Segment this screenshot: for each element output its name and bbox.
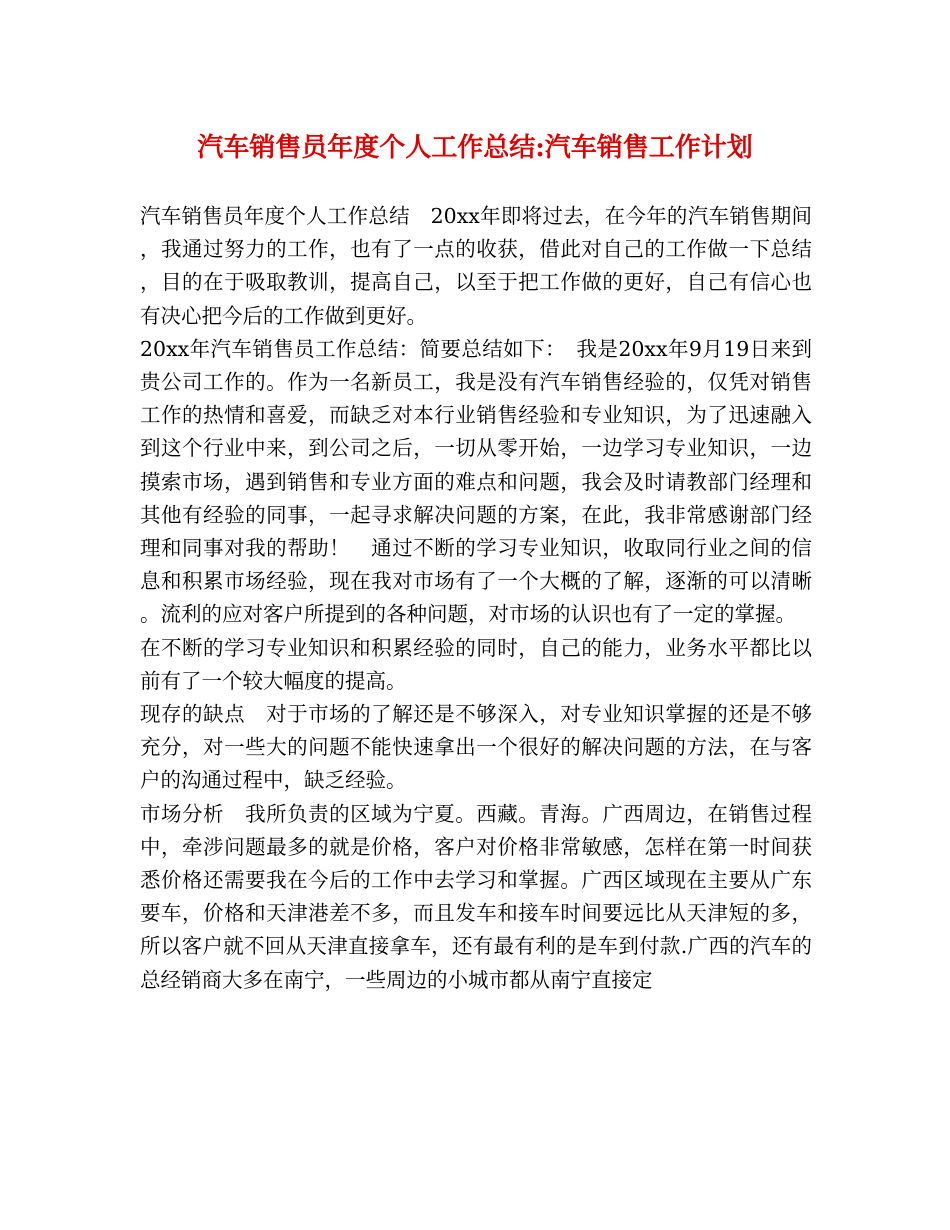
paragraph-intro: 汽车销售员年度个人工作总结 20xx年即将过去，在今年的汽车销售期间，我通过努力的工作，也有了一点的收获，借此对自己的工作做一下总结，目的在于吸取教训，提高自己，以至于把工作做的更好，自己有信心也有决心把今后的工作做到更好。 bbox=[140, 204, 812, 328]
document-body bbox=[140, 200, 812, 997]
paragraph-shortcomings: 现存的缺点 对于市场的了解还是不够深入，对专业知识掌握的还是不够充分，对一些大的问题不能快速拿出一个很好的解决问题的方法，在与客户的沟通过程中，缺乏经验。 bbox=[140, 702, 812, 793]
paragraph-market-analysis: 市场分析 我所负责的区域为宁夏。西藏。青海。广西周边，在销售过程中，牵涉问题最多的就是价格，客户对价格非常敏感，怎样在第一时间获悉价格还需要我在今后的工作中去学习和掌握。广西区域现在主要从广东要车，价格和天津港差不多，而且发车和接车时间要远比从天津短的多，所以客户就不回从天津直接拿车，还有最有利的是车到付款.广西的汽车的总经销商大多在南宁，一些周边的小城市都从南宁直接定 bbox=[140, 801, 812, 992]
document-title: 汽车销售员年度个人工作总结:汽车销售工作计划 bbox=[197, 133, 753, 163]
paragraph-improvement: 在不断的学习专业知识和积累经验的同时，自己的能力，业务水平都比以前有了一个较大幅度的提高。 bbox=[140, 635, 812, 693]
paragraph-summary: 20xx年汽车销售员工作总结：简要总结如下： 我是20xx年9月19日来到贵公司工作的。作为一名新员工，我是没有汽车销售经验的，仅凭对销售工作的热情和喜爱，而缺乏对本行业销售经验和专业知识，为了迅速融入到这个行业中来，到公司之后，一切从零开始，一边学习专业知识，一边摸索市场，遇到销售和专业方面的难点和问题，我会及时请教部门经理和其他有经验的同事，一起寻求解决问题的方案，在此，我非常感谢部门经理和同事对我的帮助！ 通过不断的学习专业知识，收取同行业之间的信息和积累市场经验，现在我对市场有了一个大概的了解，逐渐的可以清晰。流利的应对客户所提到的各种问题，对市场的认识也有了一定的掌握。 bbox=[140, 336, 812, 627]
